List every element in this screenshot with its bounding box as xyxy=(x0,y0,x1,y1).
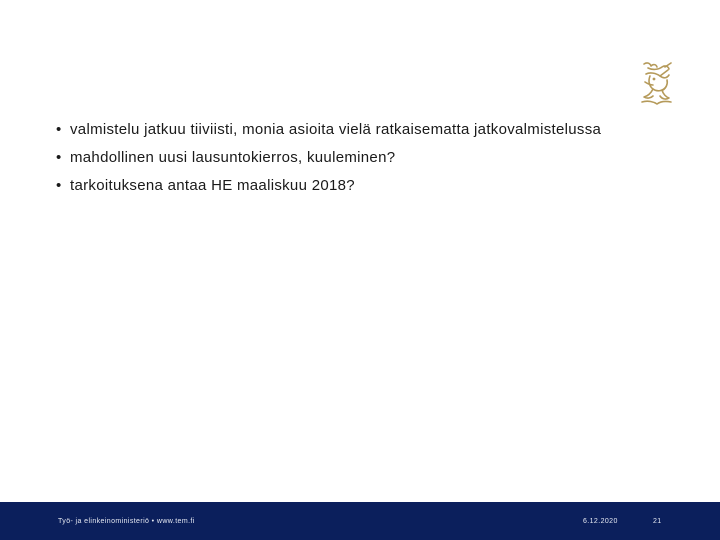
footer-organization: Työ- ja elinkeinoministeriö • www.tem.fi xyxy=(58,518,195,525)
bullet-marker: • xyxy=(56,177,62,194)
bullet-text: mahdollinen uusi lausuntokierros, kuuleminen? xyxy=(70,149,396,166)
bullet-text: tarkoituksena antaa HE maaliskuu 2018? xyxy=(70,177,355,194)
bullet-item xyxy=(56,121,616,139)
finnish-lion-coat-of-arms-icon xyxy=(638,58,674,106)
page-number: 21 xyxy=(653,518,662,525)
bullet-marker: • xyxy=(56,149,62,166)
bullet-text: valmistelu jatkuu tiiviisti, monia asioita vielä ratkaisematta jatkovalmistelussa xyxy=(70,121,602,138)
footer-bar xyxy=(0,502,720,540)
footer-date: 6.12.2020 xyxy=(583,518,618,525)
bullet-marker: • xyxy=(56,121,62,138)
bullet-item xyxy=(56,177,616,195)
bullet-item xyxy=(56,149,616,167)
bullet-list xyxy=(56,121,616,205)
